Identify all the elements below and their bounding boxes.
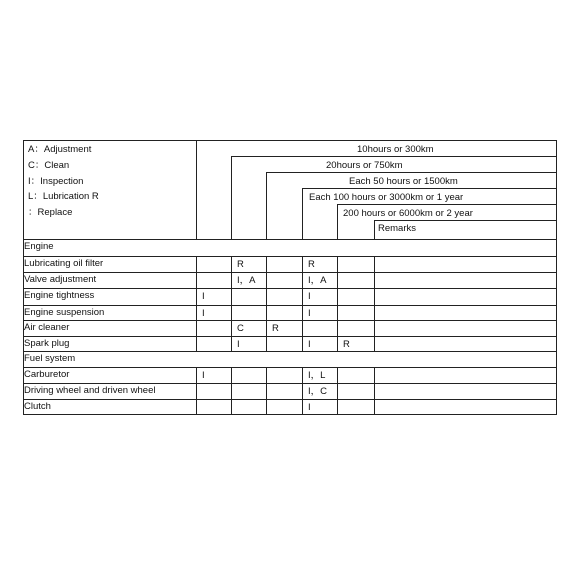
legend-sep: ：	[34, 144, 44, 155]
cell-divider	[231, 399, 232, 415]
column-divider	[196, 140, 197, 240]
legend-item	[28, 176, 83, 188]
interval-header: Each 100 hours or 3000km or 1 year	[309, 192, 464, 203]
cell-divider	[337, 320, 338, 337]
cell-divider	[302, 399, 303, 415]
schedule-mark: I	[202, 370, 205, 381]
row-divider	[23, 336, 557, 337]
cell-divider	[196, 272, 197, 289]
cell-divider	[374, 305, 375, 321]
row-divider	[23, 320, 557, 321]
row-divider	[23, 383, 557, 384]
legend-item	[28, 144, 91, 156]
row-label: Engine suspension	[24, 307, 105, 318]
legend-code: C	[28, 160, 35, 171]
cell-divider	[266, 272, 267, 289]
cell-divider	[374, 367, 375, 384]
schedule-mark: I	[308, 308, 311, 319]
column-divider	[374, 220, 375, 240]
column-divider	[302, 188, 303, 240]
cell-divider	[196, 383, 197, 400]
column-divider	[337, 204, 338, 240]
row-label: Engine tightness	[24, 290, 95, 301]
cell-divider	[231, 272, 232, 289]
interval-header: 200 hours or 6000km or 2 year	[343, 208, 473, 219]
legend-sep: ：	[34, 160, 45, 171]
cell-divider	[196, 305, 197, 321]
schedule-mark: R	[308, 259, 315, 270]
cell-divider	[337, 399, 338, 415]
table-border-bottom	[23, 414, 557, 415]
column-divider	[231, 156, 232, 240]
cell-divider	[337, 288, 338, 306]
legend-item	[28, 207, 72, 219]
cell-divider	[302, 367, 303, 384]
cell-divider	[231, 336, 232, 352]
cell-divider	[266, 383, 267, 400]
row-label: Carburetor	[24, 369, 70, 380]
schedule-mark: C	[237, 323, 244, 334]
header-bottom-divider	[23, 239, 557, 240]
schedule-mark: I	[308, 291, 311, 302]
schedule-mark: R	[237, 259, 244, 270]
legend-code: I	[28, 176, 31, 187]
legend-text: Adjustment	[43, 144, 92, 155]
table-border-right	[556, 140, 557, 415]
cell-divider	[337, 256, 338, 273]
schedule-mark: I	[202, 291, 205, 302]
legend-text: Replace	[37, 207, 73, 218]
schedule-mark: R	[272, 323, 279, 334]
schedule-mark: I	[237, 339, 240, 350]
cell-divider	[302, 320, 303, 337]
cell-divider	[231, 320, 232, 337]
cell-divider	[231, 383, 232, 400]
cell-divider	[337, 383, 338, 400]
cell-divider	[337, 305, 338, 321]
cell-divider	[266, 399, 267, 415]
remarks-header: Remarks	[378, 223, 417, 234]
cell-divider	[266, 305, 267, 321]
legend-text: Clean	[44, 160, 70, 171]
cell-divider	[302, 305, 303, 321]
schedule-mark: I，L	[308, 370, 326, 381]
cell-divider	[337, 336, 338, 352]
cell-divider	[374, 336, 375, 352]
header-divider	[302, 188, 557, 189]
legend-text: Inspection	[40, 176, 84, 187]
cell-divider	[196, 367, 197, 384]
cell-divider	[302, 288, 303, 306]
cell-divider	[231, 256, 232, 273]
interval-header: 10hours or 300km	[357, 144, 434, 155]
schedule-mark: I	[308, 402, 311, 413]
cell-divider	[196, 336, 197, 352]
cell-divider	[266, 288, 267, 306]
row-divider	[23, 305, 557, 306]
legend-sep: ：	[28, 207, 38, 218]
cell-divider	[302, 256, 303, 273]
cell-divider	[196, 256, 197, 273]
interval-header: 20hours or 750km	[326, 160, 403, 171]
interval-header: Each 50 hours or 1500km	[349, 176, 458, 187]
legend-item	[28, 191, 99, 203]
legend-sep: ：	[33, 191, 43, 202]
cell-divider	[302, 383, 303, 400]
schedule-mark: I，A	[308, 275, 327, 286]
legend-text: Lubrication R	[42, 191, 99, 202]
row-label: Spark plug	[24, 338, 70, 349]
legend-code: A	[28, 144, 35, 155]
cell-divider	[196, 288, 197, 306]
cell-divider	[266, 367, 267, 384]
legend-sep: ：	[30, 176, 41, 187]
schedule-mark: I，C	[308, 386, 328, 397]
cell-divider	[266, 256, 267, 273]
row-label: Lubricating oil filter	[24, 258, 104, 269]
header-divider	[337, 204, 557, 205]
row-label: Valve adjustment	[24, 274, 97, 285]
row-divider	[23, 288, 557, 289]
row-divider	[23, 256, 557, 257]
schedule-mark: I	[308, 339, 311, 350]
schedule-mark: I	[202, 308, 205, 319]
cell-divider	[374, 320, 375, 337]
table-border-top	[23, 140, 557, 141]
cell-divider	[302, 336, 303, 352]
row-divider	[23, 367, 557, 368]
cell-divider	[374, 288, 375, 306]
cell-divider	[374, 256, 375, 273]
cell-divider	[266, 320, 267, 337]
schedule-mark: R	[343, 339, 350, 350]
section-heading: Fuel system	[24, 353, 76, 364]
cell-divider	[196, 320, 197, 337]
cell-divider	[231, 305, 232, 321]
cell-divider	[374, 399, 375, 415]
header-divider	[374, 220, 557, 221]
header-divider	[266, 172, 557, 173]
row-divider	[23, 399, 557, 400]
section-heading: Engine	[24, 241, 54, 252]
column-divider	[266, 172, 267, 240]
schedule-mark: I，A	[237, 275, 256, 286]
cell-divider	[196, 399, 197, 415]
cell-divider	[266, 336, 267, 352]
row-label: Clutch	[24, 401, 51, 412]
header-divider	[231, 156, 557, 157]
row-label: Air cleaner	[24, 322, 70, 333]
cell-divider	[231, 367, 232, 384]
cell-divider	[337, 367, 338, 384]
row-divider	[23, 272, 557, 273]
cell-divider	[231, 288, 232, 306]
row-label: Driving wheel and driven wheel	[24, 385, 156, 396]
row-divider	[23, 351, 557, 352]
legend-code: L	[28, 191, 34, 202]
legend-item	[28, 160, 69, 172]
cell-divider	[374, 383, 375, 400]
cell-divider	[337, 272, 338, 289]
cell-divider	[302, 272, 303, 289]
cell-divider	[374, 272, 375, 289]
